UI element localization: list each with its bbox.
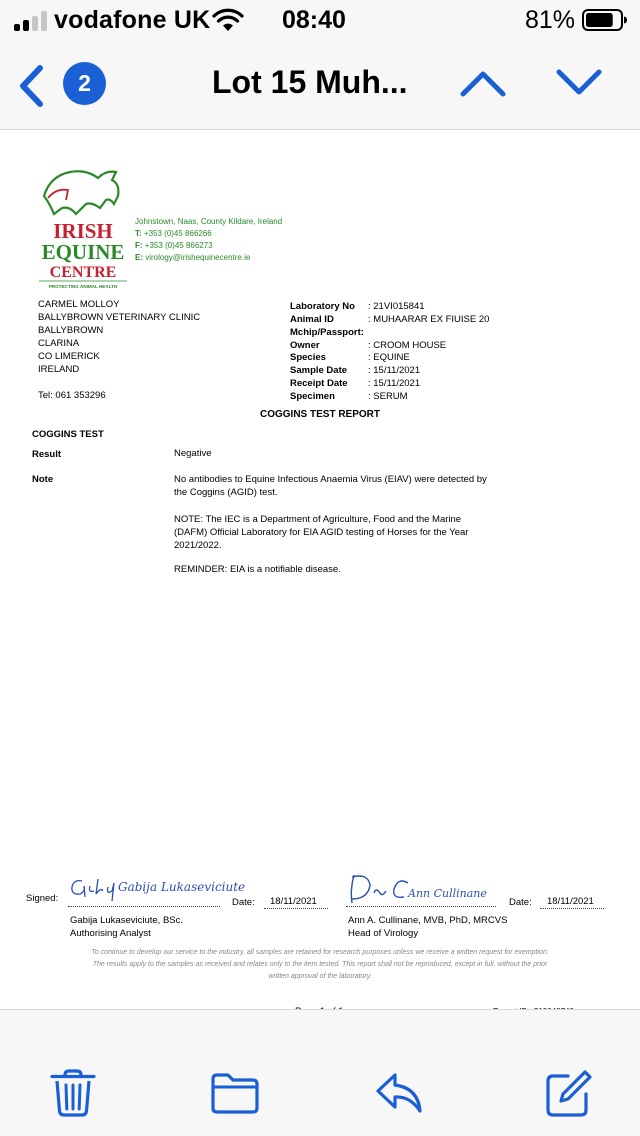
detail-value: : MUHAARAR EX FIUISE 20 <box>368 314 490 325</box>
detail-value: : SERUM <box>368 391 408 402</box>
signature-cullinane <box>346 869 496 909</box>
trash-icon[interactable] <box>48 1068 98 1118</box>
attachment-title: Lot 15 Muh... <box>212 64 408 100</box>
svg-text:Ann Cullinane: Ann Cullinane <box>408 887 487 900</box>
detail-value: : CROOM HOUSE <box>368 340 447 351</box>
clock: 08:40 <box>282 6 346 34</box>
horse-accent <box>48 190 68 200</box>
signal-bar <box>41 11 47 31</box>
recipient-line: IRELAND <box>38 364 80 375</box>
detail-label: Specimen <box>290 391 335 402</box>
date-line <box>264 908 328 909</box>
date-label: Date: <box>509 897 532 908</box>
detail-label: Laboratory No <box>290 301 355 312</box>
sign-date-1: 18/11/2021 <box>270 896 317 907</box>
detail-value: : 15/11/2021 <box>368 365 421 376</box>
reply-icon[interactable] <box>374 1068 424 1118</box>
status-bar <box>0 0 640 40</box>
recipient-line: CO LIMERICK <box>38 351 100 362</box>
result-label: Result <box>32 449 62 460</box>
signal-bar <box>32 16 38 31</box>
report-title: COGGINS TEST REPORT <box>259 409 380 420</box>
recipient-line: BALLYBROWN VETERINARY CLINIC <box>38 312 201 323</box>
unread-count-badge[interactable]: 2 <box>63 62 106 105</box>
bottom-toolbar <box>0 1009 640 1136</box>
detail-label: Owner <box>290 340 320 351</box>
lab-contact-block <box>135 216 282 264</box>
detail-label: Animal ID <box>290 314 334 325</box>
next-chevron-down-icon[interactable] <box>554 66 604 100</box>
detail-label: Mchip/Passport: <box>290 327 364 338</box>
recipient-tel: Tel: 061 353296 <box>38 390 106 401</box>
signatory-role-1: Authorising Analyst <box>70 928 151 939</box>
lab-fax: F: +353 (0)45 866273 <box>135 241 213 250</box>
note-line: REMINDER: EIA is a notifiable disease. <box>174 564 341 575</box>
detail-label: Sample Date <box>290 365 348 376</box>
signatory-role-2: Head of Virology <box>348 928 419 939</box>
logo-tagline: PROTECTING ANIMAL HEALTH <box>48 284 118 289</box>
recipient-line: BALLYBROWN <box>38 325 104 336</box>
detail-label: Species <box>290 352 326 363</box>
date-label: Date: <box>232 897 255 908</box>
result-value: Negative <box>174 448 212 459</box>
note-label: Note <box>32 474 54 485</box>
signatory-name-2: Ann A. Cullinane, MVB, PhD, MRCVS <box>348 915 508 926</box>
folder-icon[interactable] <box>210 1068 260 1118</box>
signature-gabija <box>68 869 246 903</box>
detail-value: : EQUINE <box>368 352 410 363</box>
detail-label: Receipt Date <box>290 378 348 389</box>
navigation-bar <box>0 40 640 130</box>
back-chevron-icon[interactable] <box>14 63 48 109</box>
battery-percentage: 81% <box>525 6 576 34</box>
note-line: the Coggins (AGID) test. <box>174 487 278 498</box>
note-line: 2021/2022. <box>174 540 222 551</box>
logo-line-2: EQUINE <box>41 240 125 264</box>
battery-icon <box>582 9 628 31</box>
lab-phone: T: +353 (0)45 866266 <box>135 229 212 238</box>
signed-label: Signed: <box>26 893 59 904</box>
carrier-name: vodafone UK <box>54 6 211 34</box>
signal-bar <box>14 24 20 31</box>
irish-equine-centre-logo <box>36 166 130 291</box>
note-line: No antibodies to Equine Infectious Anaemia Virus (EIAV) were detected by <box>174 474 487 485</box>
disclaimer-line: The results apply to the samples as received and relates only to the item tested. This report shall not be reproduced, except in full, without the prior <box>92 961 548 968</box>
section-heading: COGGINS TEST <box>32 429 104 440</box>
recipient-line: CARMEL MOLLOY <box>38 299 120 310</box>
pdf-document-page[interactable] <box>0 131 640 1009</box>
svg-text:Gabija Lukaseviciute: Gabija Lukaseviciute <box>118 880 246 894</box>
signal-bar <box>23 20 29 31</box>
signatory-name-1: Gabija Lukaseviciute, BSc. <box>70 915 184 926</box>
logo-line-3: CENTRE <box>49 264 117 281</box>
logo-line-1: IRISH <box>53 219 113 243</box>
disclaimer-line: To continue to develop our service to the industry, all samples are retained for research purposes unless we receive a written request for exemption. <box>91 949 549 956</box>
signal-icon <box>14 11 48 31</box>
signature-line <box>346 906 496 907</box>
recipient-line: CLARINA <box>38 338 80 349</box>
disclaimer <box>60 947 580 983</box>
disclaimer-line: written approval of the laboratory. <box>268 973 372 980</box>
compose-icon[interactable] <box>544 1068 594 1118</box>
signature-line <box>68 906 220 907</box>
wifi-icon <box>212 7 244 33</box>
note-line: NOTE: The IEC is a Department of Agriculture, Food and the Marine <box>174 514 462 525</box>
sign-date-2: 18/11/2021 <box>547 896 594 907</box>
detail-value: : 15/11/2021 <box>368 378 421 389</box>
lab-address: Johnstown, Naas, County Kildare, Ireland <box>135 217 283 226</box>
detail-value: : 21VI015841 <box>368 301 425 312</box>
previous-chevron-up-icon[interactable] <box>458 66 508 100</box>
note-line: (DAFM) Official Laboratory for EIA AGID testing of Horses for the Year <box>174 527 469 538</box>
date-line <box>540 908 604 909</box>
lab-email[interactable]: E: virology@irishequinecentre.ie <box>135 253 251 262</box>
